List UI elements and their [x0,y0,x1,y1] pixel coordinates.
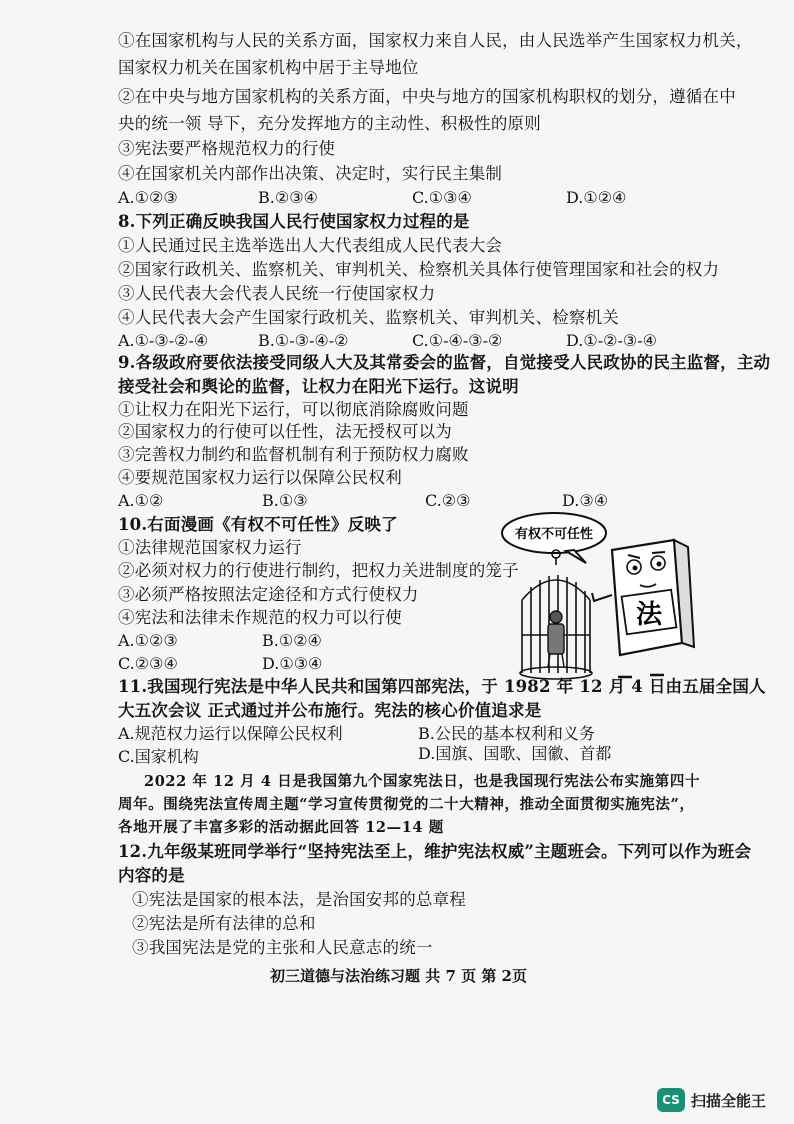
q11-choice-a: A.规范权力运行以保障公民权利 [118,724,343,743]
q9-option-2: ②国家权力的行使可以任性，法无授权可以为 [118,422,452,441]
q7-option-1-line2: 国家权力机关在国家机构中居于主导地位 [118,58,419,77]
q11-stem-line1: 11.我国现行宪法是中华人民共和国第四部宪法，于 1982 年 12 月 4 日由五届全国人 [118,677,766,696]
q7-option-1-line1: ①在国家机构与人民的关系方面，国家权力来自人民，由人民选举产生国家权力机关， [118,31,753,50]
q7-choice-d: D.①②④ [566,188,627,207]
q7-choice-b: B.②③④ [258,188,318,207]
q8-option-3: ③人民代表大会代表人民统一行使国家权力 [118,284,436,303]
q9-option-4: ④要规范国家权力运行以保障公民权利 [118,468,402,487]
q12-stem-line2: 内容的是 [118,866,185,885]
q9-choice-c: C.②③ [425,491,471,510]
scanner-badge-label: 扫描全能王 [691,1091,767,1110]
q10-choice-d: D.①③④ [262,654,323,673]
caged-figure-icon [548,611,564,667]
q12-option-2: ②宪法是所有法律的总和 [132,914,316,933]
intro-line1: 2022 年 12 月 4 日是我国第九个国家宪法日，也是我国现行宪法公布实施第四十 [144,773,701,790]
q10-choice-c: C.②③④ [118,654,178,673]
q7-option-2-line1: ②在中央与地方国家机构的关系方面，中央与地方的国家机构职权的划分，遵循在中 [118,87,736,106]
q8-choice-b: B.①-③-④-② [258,331,349,350]
q11-stem-line2: 大五次会议 正式通过并公布施行。宪法的核心价值追求是 [118,701,542,720]
q8-option-1: ①人民通过民主选举选出人大代表组成人民代表大会 [118,236,503,255]
q9-choice-b: B.①③ [262,491,308,510]
q10-option-2: ②必须对权力的行使进行制约，把权力关进制度的笼子 [118,561,519,580]
q8-choice-d: D.①-②-③-④ [566,331,657,350]
q7-option-4: ④在国家机关内部作出决策、决定时，实行民主集制 [118,164,503,183]
intro-line2: 周年。围绕宪法宣传周主题“学习宣传贯彻党的二十大精神，推动全面贯彻实施宪法”， [118,796,695,813]
q9-stem-line1: 9.各级政府要依法接受同级人大及其常委会的监督，自觉接受人民政协的民主监督，主动 [118,353,771,372]
q10-choice-b: B.①②④ [262,631,322,650]
q7-choice-a: A.①②③ [118,188,178,207]
q11-choice-d: D.国旗、国歌、国徽、首都 [418,744,612,763]
q10-option-4: ④宪法和法律未作规范的权力可以行使 [118,608,402,627]
q9-choice-d: D.③④ [562,491,609,510]
comic-bubble-text: 有权不可任性 [514,527,594,542]
q8-choice-a: A.①-③-②-④ [118,331,209,350]
comic-book-text: 法 [635,600,663,630]
page-footer: 初三道德与法治练习题 共 7 页 第 2页 [270,967,527,985]
q9-stem-line2: 接受社会和舆论的监督，让权力在阳光下运行。这说明 [118,377,519,396]
q10-choice-a: A.①②③ [118,631,178,650]
scanner-badge [657,1087,766,1113]
q7-option-3: ③宪法要严格规范权力的行使 [118,139,336,158]
comic-bubble-tail [566,550,586,563]
q9-choice-a: A.①② [118,491,164,510]
q10-option-3: ③必须严格按照法定途径和方式行使权力 [118,585,419,604]
q10-stem: 10.右面漫画《有权不可任性》反映了 [118,515,398,534]
camscanner-logo-icon: CS [657,1088,685,1112]
q11-choice-b: B.公民的基本权利和义务 [418,724,595,743]
q9-option-3: ③完善权力制约和监督机制有利于预防权力腐败 [118,445,469,464]
q8-option-2: ②国家行政机关、监察机关、审判机关、检察机关具体行使管理国家和社会的权力 [118,260,720,279]
q12-option-1: ①宪法是国家的根本法，是治国安邦的总章程 [132,890,466,909]
q12-stem-line1: 12.九年级某班同学举行“坚持宪法至上，维护宪法权威”主题班会。下列可以作为班会 [118,842,752,861]
q12-option-3: ③我国宪法是党的主张和人民意志的统一 [132,938,433,957]
intro-line3: 各地开展了丰富多彩的活动据此回答 12—14 题 [118,819,444,836]
q9-option-1: ①让权力在阳光下运行，可以彻底消除腐败问题 [118,400,469,419]
q7-choice-c: C.①③④ [412,188,472,207]
q7-option-2-line2: 央的统一领 导下，充分发挥地方的主动性、积极性的原则 [118,114,541,133]
q10-option-1: ①法律规范国家权力运行 [118,538,302,557]
q11-choice-c: C.国家机构 [118,747,199,766]
q8-stem: 8.下列正确反映我国人民行使国家权力过程的是 [118,212,470,231]
law-cage-comic [494,505,704,685]
q8-choice-c: C.①-④-③-② [412,331,503,350]
q8-option-4: ④人民代表大会产生国家行政机关、监察机关、审判机关、检察机关 [118,308,619,327]
